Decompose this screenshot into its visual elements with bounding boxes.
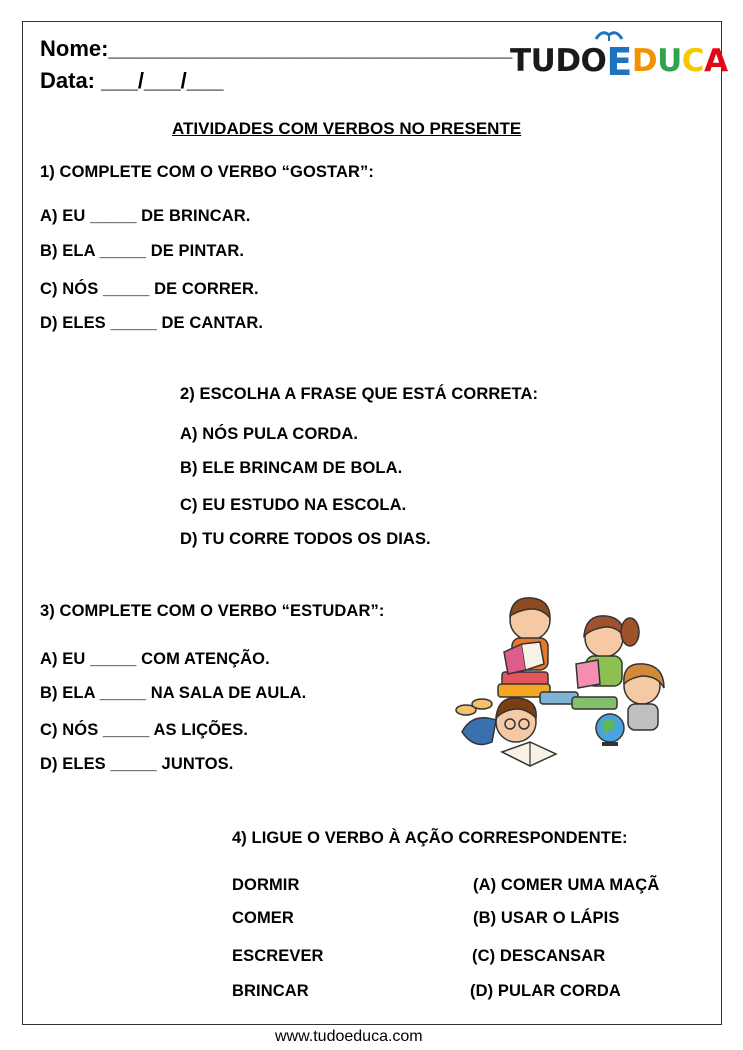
q2-item-a: A) NÓS PULA CORDA. <box>180 425 359 443</box>
footer-website-link[interactable]: www.tudoeduca.com <box>275 1028 423 1045</box>
q1-item-a: A) EU _____ DE BRINCAR. <box>40 207 251 225</box>
logo-part-c: C <box>681 43 705 79</box>
q2-item-b: B) ELE BRINCAM DE BOLA. <box>180 459 403 477</box>
logo-part-a: A <box>704 43 728 79</box>
q4-verb-3: ESCREVER <box>232 947 324 965</box>
q4-verb-2: COMER <box>232 909 294 927</box>
q3-item-b: B) ELA _____ NA SALA DE AULA. <box>40 684 307 702</box>
q4-action-c: (C) DESCANSAR <box>472 947 606 965</box>
q4-verb-1: DORMIR <box>232 876 300 894</box>
q1-item-d: D) ELES _____ DE CANTAR. <box>40 314 264 332</box>
logo-part-u: U <box>657 43 682 79</box>
logo-part-tudo: TUDO <box>510 43 607 79</box>
logo-part-e: E <box>606 40 632 84</box>
kids-reading-illustration <box>452 592 672 782</box>
q4-action-d: (D) PULAR CORDA <box>470 982 621 1000</box>
q3-item-d: D) ELES _____ JUNTOS. <box>40 755 234 773</box>
q4-verb-4: BRINCAR <box>232 982 309 1000</box>
book-icon <box>594 27 624 43</box>
q3-item-c: C) NÓS _____ AS LIÇÕES. <box>40 721 249 739</box>
q4-action-a: (A) COMER UMA MAÇÃ <box>473 876 660 894</box>
q3-prompt: 3) COMPLETE COM O VERBO “ESTUDAR”: <box>40 602 385 620</box>
q2-prompt: 2) ESCOLHA A FRASE QUE ESTÁ CORRETA: <box>180 385 539 403</box>
q1-prompt: 1) COMPLETE COM O VERBO “GOSTAR”: <box>40 163 374 181</box>
q4-action-b: (B) USAR O LÁPIS <box>473 909 620 927</box>
logo-part-d: D <box>631 43 658 79</box>
q1-item-c: C) NÓS _____ DE CORRER. <box>40 280 259 298</box>
date-field-label: Data: ___/___/___ <box>40 68 224 93</box>
q3-item-a: A) EU _____ COM ATENÇÃO. <box>40 650 270 668</box>
q1-item-b: B) ELA _____ DE PINTAR. <box>40 242 245 260</box>
name-field-label: Nome:_________________________________ <box>40 36 513 61</box>
q2-item-c: C) EU ESTUDO NA ESCOLA. <box>180 496 407 514</box>
q2-item-d: D) TU CORRE TODOS OS DIAS. <box>180 530 431 548</box>
q4-prompt: 4) LIGUE O VERBO À AÇÃO CORRESPONDENTE: <box>232 829 628 847</box>
worksheet-title: ATIVIDADES COM VERBOS NO PRESENTE <box>172 119 522 138</box>
